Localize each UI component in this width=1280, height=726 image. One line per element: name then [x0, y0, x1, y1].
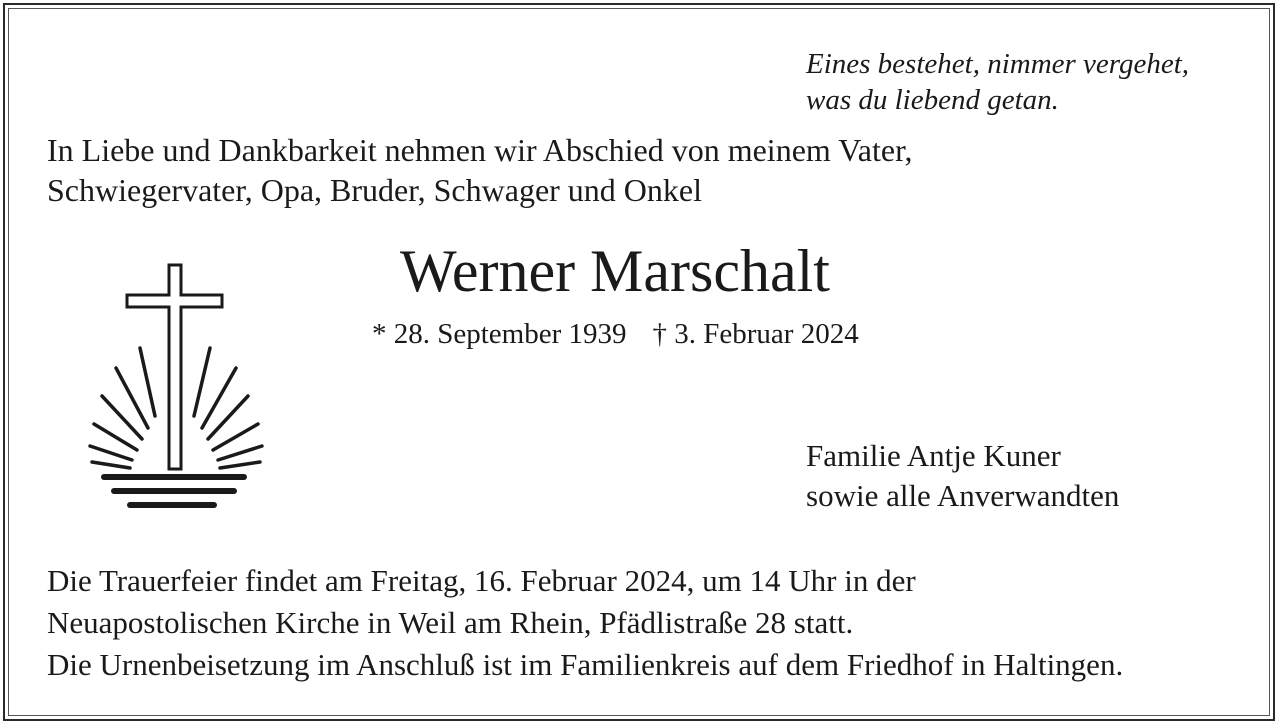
funeral-service-info — [47, 560, 1123, 686]
service-line-1: Die Trauerfeier findet am Freitag, 16. Februar 2024, um 14 Uhr in der — [47, 563, 916, 598]
life-dates — [372, 316, 859, 352]
cross-sunrise-icon — [82, 256, 272, 518]
service-line-3: Die Urnenbeisetzung im Anschluß ist im Familienkreis auf dem Friedhof in Haltingen. — [47, 647, 1124, 682]
intro-line-1: In Liebe und Dankbarkeit nehmen wir Abschied von meinem Vater, — [47, 132, 913, 168]
motto-line-1: Eines bestehet, nimmer vergehet, — [806, 48, 1190, 80]
motto-line-2: was du liebend getan. — [806, 84, 1059, 116]
intro-line-2: Schwiegervater, Opa, Bruder, Schwager und Onkel — [47, 172, 702, 208]
deceased-name: Werner Marschalt — [400, 238, 830, 304]
motto-verse — [806, 46, 1189, 118]
mourners-signature — [806, 436, 1119, 516]
mourners-line-1: Familie Antje Kuner — [806, 438, 1061, 473]
service-line-2: Neuapostolischen Kirche in Weil am Rhein, Pfädlistraße 28 statt. — [47, 605, 854, 640]
birth-date: * 28. September 1939 — [372, 318, 627, 350]
mourners-line-2: sowie alle Anverwandten — [806, 478, 1120, 513]
death-date: † 3. Februar 2024 — [652, 318, 859, 350]
intro-text — [47, 130, 912, 210]
